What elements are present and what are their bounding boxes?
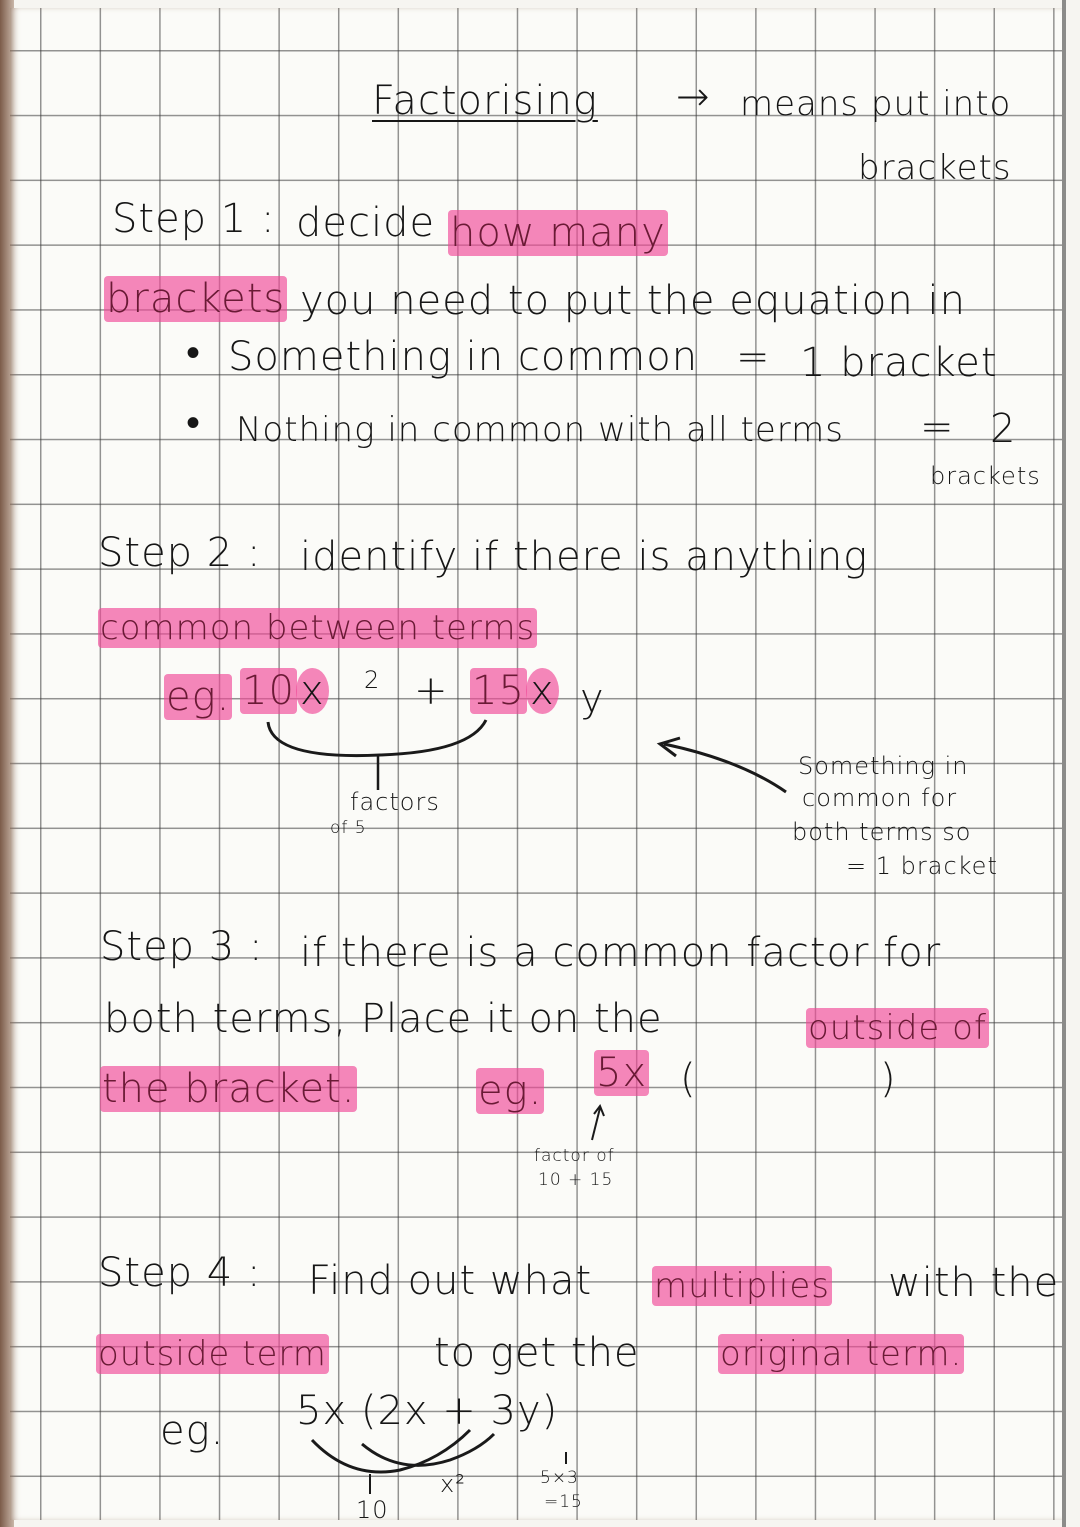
- bullet1-eq: =: [736, 334, 771, 380]
- bullet1-result: 1 bracket: [800, 340, 998, 386]
- step2-var3: y: [580, 676, 605, 722]
- step1-text-b: you need to put the equation in: [300, 278, 966, 324]
- step3-open-bracket: (: [680, 1056, 697, 1102]
- step4-expression: 5x (2x + 3y): [296, 1388, 559, 1434]
- step1-highlight-brackets: brackets: [106, 276, 286, 322]
- step4-note-15: =15: [544, 1492, 583, 1512]
- step3-label: Step 3 :: [100, 924, 264, 970]
- side-note-line3: both terms so: [792, 818, 972, 846]
- step3-text-b: both terms, Place it on the: [104, 996, 663, 1042]
- step4-text-b: with the: [888, 1260, 1060, 1306]
- bullet2-eq: =: [920, 404, 955, 450]
- step4-eg: eg.: [160, 1408, 225, 1454]
- bullet2-result: 2: [990, 406, 1017, 452]
- bullet-icon: •: [186, 330, 202, 376]
- step2-coef2: 15: [472, 668, 525, 714]
- step4-label: Step 4 :: [98, 1250, 262, 1296]
- step4-text-a: Find out what: [308, 1258, 593, 1304]
- step1-text-a: decide: [296, 200, 436, 246]
- step2-eg: eg.: [166, 674, 231, 720]
- step2-plus: +: [414, 668, 449, 714]
- step2-label: Step 2 :: [98, 530, 262, 576]
- bullet-icon: •: [186, 400, 202, 446]
- bullet1-text: Something in common: [228, 334, 699, 380]
- step2-var1: x: [296, 668, 329, 714]
- step3-text-a: if there is a common factor for: [300, 930, 942, 976]
- step2-exp1: 2: [364, 666, 381, 694]
- step3-close-bracket: ): [880, 1056, 897, 1102]
- step4-highlight-multiplies: multiplies: [654, 1266, 830, 1306]
- page-edge: [1062, 0, 1066, 1527]
- bullet2-text: Nothing in common with all terms: [236, 410, 844, 450]
- step4-highlight-outside: outside term: [98, 1334, 327, 1374]
- side-note-line1: Something in: [798, 752, 969, 780]
- step1-highlight-how-many: how many: [450, 210, 666, 256]
- step3-highlight-outside: outside of: [808, 1008, 987, 1048]
- side-note-line4: = 1 bracket: [846, 852, 998, 880]
- step3-eg: eg.: [478, 1068, 543, 1114]
- bullet2-result-line2: brackets: [930, 462, 1041, 490]
- step2-highlight: common between terms: [100, 608, 536, 648]
- step2-coef1: 10: [242, 668, 295, 714]
- step2-var2: x: [526, 668, 559, 714]
- step2-text-a: identify if there is anything: [300, 534, 869, 580]
- step4-highlight-original: original term.: [720, 1334, 963, 1374]
- step3-note-line2: 10 + 15: [538, 1170, 614, 1190]
- brace-note-line2: of 5: [330, 818, 367, 838]
- step4-note-x2: x²: [440, 1470, 466, 1498]
- step1-label: Step 1 :: [112, 196, 276, 242]
- page-title: Factorising: [372, 78, 598, 124]
- step3-factor: 5x: [596, 1050, 648, 1096]
- step3-note-line1: factor of: [534, 1146, 615, 1166]
- step4-note-5x3: 5×3: [540, 1468, 579, 1488]
- step4-text-c: to get the: [434, 1330, 640, 1376]
- step4-note-10: 10: [356, 1496, 389, 1524]
- title-note-line1: means put into: [740, 84, 1012, 124]
- side-note-line2: common for: [802, 784, 958, 812]
- title-note-line2: brackets: [858, 148, 1012, 188]
- arrow-icon: →: [676, 74, 711, 120]
- step3-highlight-bracket: the bracket.: [102, 1066, 356, 1112]
- brace-note-line1: factors: [350, 788, 440, 816]
